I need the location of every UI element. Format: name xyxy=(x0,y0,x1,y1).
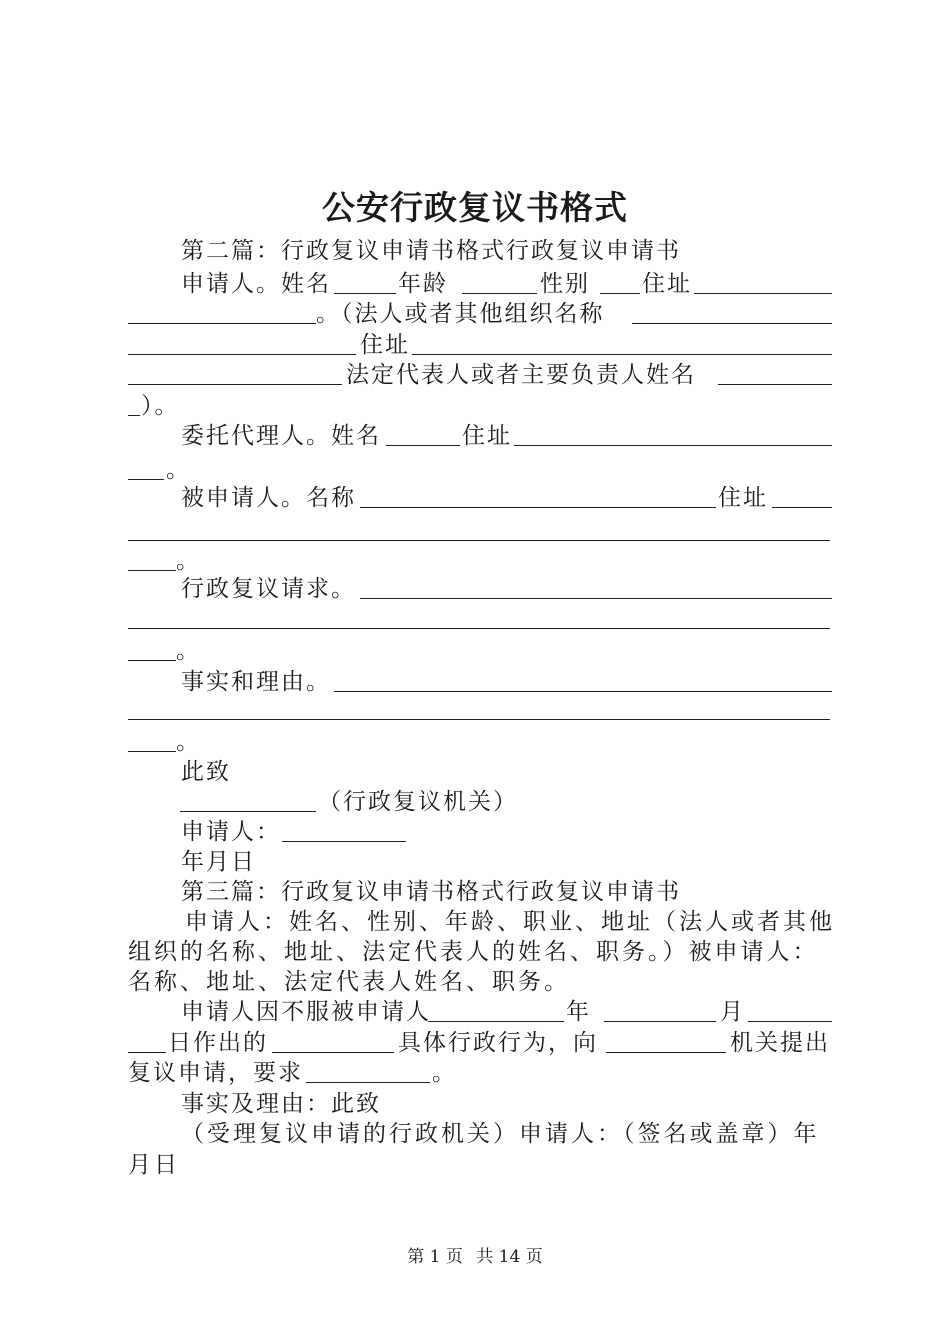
respondent-name-blank xyxy=(360,507,716,508)
name-blank xyxy=(334,293,396,294)
agent-close-line xyxy=(0,455,950,485)
para2-day-blank xyxy=(748,1021,832,1022)
address-blank xyxy=(694,293,832,294)
section-heading xyxy=(0,236,950,266)
agent-address-label: 住址 xyxy=(462,423,512,449)
para2-act-label: 具体行政行为，向 xyxy=(398,1030,598,1056)
para2-year-blank xyxy=(428,1021,564,1022)
para2-request-blank xyxy=(306,1082,430,1083)
legal-rep-blank xyxy=(718,384,832,385)
agent-address-blank xyxy=(514,445,832,446)
page-total: 共 14 页 xyxy=(476,1247,543,1267)
to-label: 此致 xyxy=(181,759,231,785)
address-label: 住址 xyxy=(642,271,692,297)
facts-label: 事实和理由。 xyxy=(181,669,331,695)
para1-text-3: 名称、地址、法定代表人姓名、职务。 xyxy=(128,969,570,995)
closing-line2 xyxy=(0,1150,950,1180)
applicant-line xyxy=(0,269,950,299)
facts-close-line xyxy=(0,727,950,757)
facts-period: 。 xyxy=(176,729,201,755)
para2-day-blank-cont xyxy=(128,1052,166,1053)
org-address-blank xyxy=(412,354,832,355)
close-paren: ）。 xyxy=(141,393,180,419)
facts-blank-cont xyxy=(128,751,176,752)
para1-line1 xyxy=(0,907,950,937)
para2-line2 xyxy=(0,1028,950,1058)
facts3-line xyxy=(0,1089,950,1119)
respondent-address-rule xyxy=(128,540,830,541)
page-footer xyxy=(0,1242,950,1267)
para1-line3 xyxy=(0,967,950,997)
authority-label: （行政复议机关） xyxy=(318,789,518,815)
date-line xyxy=(0,847,950,877)
sign-applicant-blank xyxy=(282,841,406,842)
para2-request-label: 复议申请，要求 xyxy=(128,1060,303,1086)
agent-address-blank-cont xyxy=(128,479,164,480)
facts3-label: 事实及理由：此致 xyxy=(181,1091,381,1117)
para2-day-label: 日作出的 xyxy=(168,1030,268,1056)
request-period: 。 xyxy=(176,638,201,664)
age-blank xyxy=(462,293,537,294)
respondent-address-blank xyxy=(772,507,832,508)
org-name-blank-cont xyxy=(128,354,356,355)
agent-name-label: 委托代理人。姓名 xyxy=(181,423,381,449)
para2-month-blank xyxy=(604,1021,716,1022)
para2-month-label: 月 xyxy=(720,999,745,1025)
section3-heading: 第三篇：行政复议申请书格式行政复议申请书 xyxy=(181,879,681,905)
to-line xyxy=(0,757,950,787)
para2-act-blank xyxy=(272,1052,394,1053)
applicant-name-label: 申请人。姓名 xyxy=(181,271,331,297)
para2-line1 xyxy=(0,997,950,1027)
para1-line2 xyxy=(0,937,950,967)
legal-rep-blank-cont xyxy=(128,415,140,416)
section2-heading: 第二篇：行政复议申请书格式行政复议申请书 xyxy=(181,238,681,264)
respondent-address-blank-cont xyxy=(128,570,176,571)
respondent-period: 。 xyxy=(176,548,201,574)
respondent-line xyxy=(0,483,950,513)
closing-text-2: 月日 xyxy=(128,1152,180,1178)
facts-blank xyxy=(334,691,832,692)
request-close-line xyxy=(0,636,950,666)
sign-line xyxy=(0,817,950,847)
para1-text-1: 申请人：姓名、性别、年龄、职业、地址（法人或者其他 xyxy=(185,909,835,935)
para2-authority-label: 机关提出 xyxy=(730,1030,830,1056)
authority-line xyxy=(0,787,950,817)
document-title: 公安行政复议书格式 xyxy=(322,188,628,227)
para1-text-2: 组织的名称、地址、法定代表人的姓名、职务。）被申请人： xyxy=(128,939,819,965)
page-number: 第 1 页 xyxy=(407,1247,463,1267)
org-name-line xyxy=(0,299,950,329)
sign-applicant-label: 申请人： xyxy=(181,819,281,845)
closing-line1 xyxy=(0,1119,950,1149)
org-address-label: 住址 xyxy=(360,332,410,358)
agent-line xyxy=(0,421,950,451)
agent-period: 。 xyxy=(166,457,191,483)
request-line xyxy=(0,574,950,604)
respondent-address-label: 住址 xyxy=(718,485,768,511)
section-heading xyxy=(0,877,950,907)
para2-line3 xyxy=(0,1058,950,1088)
address-blank-cont xyxy=(128,323,316,324)
para2-text-a: 申请人因不服被申请人 xyxy=(181,999,431,1025)
request-blank-cont xyxy=(128,660,176,661)
para2-year-label: 年 xyxy=(566,999,591,1025)
request-rule xyxy=(128,628,830,629)
org-name-blank xyxy=(632,323,832,324)
authority-blank xyxy=(180,811,316,812)
age-label: 年龄 xyxy=(398,271,448,297)
gender-label: 性别 xyxy=(540,271,590,297)
agent-name-blank xyxy=(386,445,460,446)
closing-text-1: （受理复议申请的行政机关）申请人：（签名或盖章）年 xyxy=(181,1121,820,1147)
org-address-line xyxy=(0,330,950,360)
facts-line xyxy=(0,667,950,697)
org-address-blank-cont xyxy=(128,384,342,385)
request-blank xyxy=(360,598,832,599)
org-name-label: 。（法人或者其他组织名称 xyxy=(316,301,605,327)
legal-rep-label: 法定代表人或者主要负责人姓名 xyxy=(346,362,696,388)
date-label: 年月日 xyxy=(181,849,256,875)
para2-authority-blank xyxy=(606,1052,726,1053)
facts-rule xyxy=(128,719,830,720)
legal-rep-close-line xyxy=(0,391,950,421)
respondent-close-line xyxy=(0,546,950,576)
request-label: 行政复议请求。 xyxy=(181,576,356,602)
para2-end: 。 xyxy=(432,1060,457,1086)
legal-rep-line xyxy=(0,360,950,390)
respondent-name-label: 被申请人。名称 xyxy=(181,485,356,511)
gender-blank xyxy=(600,293,640,294)
